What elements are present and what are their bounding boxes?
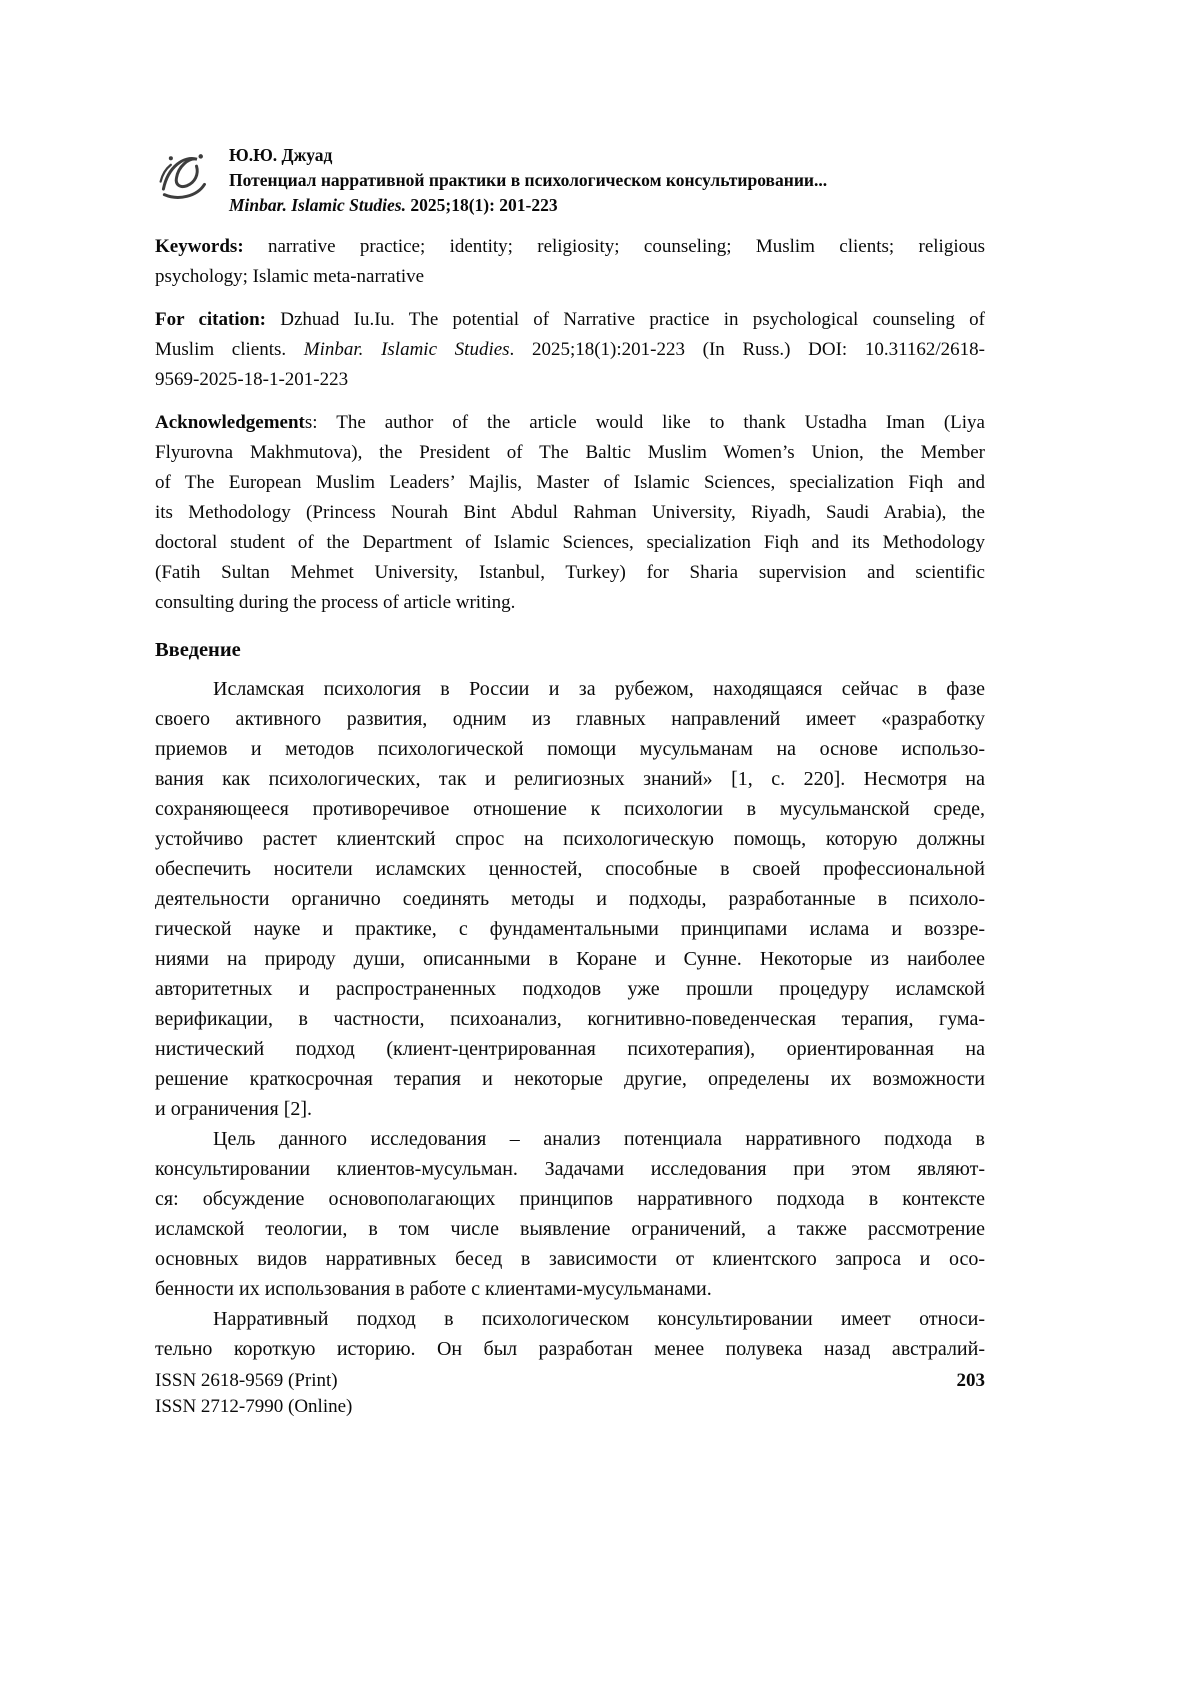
text-line bbox=[155, 408, 985, 438]
page-footer bbox=[155, 1368, 985, 1420]
text-line: Исламская психология в России и за рубежом, находящаяся сейчас в фазе bbox=[213, 678, 985, 700]
keywords-block bbox=[155, 232, 985, 292]
intro-paragraph-3 bbox=[155, 1304, 985, 1364]
text-line: бенности их использования в работе с клиентами-мусульманами. bbox=[155, 1278, 712, 1300]
keywords-label: Keywords: bbox=[155, 236, 244, 257]
text-line: сохраняющееся противоречивое отношение к психологии в мусульманской среде, bbox=[155, 798, 985, 820]
acknowledgements-lines bbox=[155, 438, 985, 618]
text-line: основных видов нарративных бесед в зависимости от клиентского запроса и осо- bbox=[155, 1248, 985, 1270]
page-number: 203 bbox=[956, 1370, 985, 1391]
text-line: Нарративный подход в психологическом консультировании имеет относи- bbox=[213, 1308, 985, 1330]
text-line: авторитетных и распространенных подходов уже прошли процедуру исламской bbox=[155, 978, 985, 1000]
for-citation-block bbox=[155, 305, 985, 395]
text-line: приемов и методов психологической помощи мусульманам на основе использо- bbox=[155, 738, 985, 760]
text-line: psychology; Islamic meta-narrative bbox=[155, 266, 425, 287]
text-line: of The European Muslim Leaders’ Majlis, Master of Islamic Sciences, specialization Fiqh and bbox=[155, 472, 985, 493]
issn-block bbox=[155, 1368, 352, 1420]
text-line: решение краткосрочная терапия и некоторые другие, определены их возможности bbox=[155, 1068, 985, 1090]
intro-paragraph-1 bbox=[155, 674, 985, 1124]
citation-text: Dzhuad Iu.Iu. The potential of Narrative practice in psychological counseling of bbox=[280, 309, 985, 330]
acknowledgements-text: The author of the article would like to thank Ustadha Iman (Liya bbox=[336, 412, 985, 433]
text-line: (Fatih Sultan Mehmet University, Istanbul, Turkey) for Sharia supervision and scientific bbox=[155, 562, 985, 583]
text-line: вания как психологических, так и религиозных знаний» [1, с. 220]. Несмотря на bbox=[155, 768, 985, 790]
text-line: Цель данного исследования – анализ потенциала нарративного подхода в bbox=[213, 1128, 985, 1150]
text-line: консультировании клиентов-мусульман. Задачами исследования при этом являют- bbox=[155, 1158, 985, 1180]
text-line bbox=[155, 305, 985, 335]
text-line: тельно короткую историю. Он был разработан менее полувека назад австралий- bbox=[155, 1338, 985, 1360]
for-citation-label: For citation: bbox=[155, 309, 267, 330]
header-issue: 2025;18(1): 201-223 bbox=[410, 195, 558, 215]
text-line: верификации, в частности, психоанализ, когнитивно-поведенческая терапия, гума- bbox=[155, 1008, 985, 1030]
text-line: Flyurovna Makhmutova), the President of The Baltic Muslim Women’s Union, the Member bbox=[155, 442, 985, 463]
text-line: нистический подход (клиент-центрированная психотерапия), ориентированная на bbox=[155, 1038, 985, 1060]
text-line: своего активного развития, одним из главных направлений имеет «разработку bbox=[155, 708, 985, 730]
section-heading-introduction: Введение bbox=[155, 639, 241, 661]
minbar-arabic-calligraphy-logo-icon bbox=[155, 145, 211, 207]
text-line bbox=[155, 335, 985, 365]
keywords-text: narrative practice; identity; religiosity; counseling; Muslim clients; religious bbox=[268, 236, 986, 257]
page-content bbox=[155, 143, 985, 1364]
citation-doi-text: . 2025;18(1):201-223 (In Russ.) DOI: 10.31162/2618- bbox=[509, 339, 985, 360]
text-line: ниями на природу души, описанными в Коране и Сунне. Некоторые из наиболее bbox=[155, 948, 985, 970]
text-line: исламской теологии, в том числе выявление ограничений, а также рассмотрение bbox=[155, 1218, 985, 1240]
issn-print: ISSN 2618-9569 (Print) bbox=[155, 1370, 338, 1391]
header-journal-name: Minbar. Islamic Studies. bbox=[229, 195, 406, 215]
text-line: 9569-2025-18-1-201-223 bbox=[155, 369, 349, 390]
text-line: its Methodology (Princess Nourah Bint Abdul Rahman University, Riyadh, Saudi Arabia), the bbox=[155, 502, 985, 523]
text-line: гической науке и практике, с фундаментальными принципами ислама и воззре- bbox=[155, 918, 985, 940]
running-header bbox=[155, 143, 985, 218]
text-line: и ограничения [2]. bbox=[155, 1098, 313, 1120]
citation-journal-italic: Minbar. Islamic Studies bbox=[303, 339, 510, 360]
text-line: doctoral student of the Department of Islamic Sciences, specialization Fiqh and its Methodology bbox=[155, 532, 985, 553]
header-author: Ю.Ю. Джуад bbox=[229, 145, 333, 165]
text-line: ся: обсуждение основополагающих принципов нарративного подхода в контексте bbox=[155, 1188, 985, 1210]
header-article-title: Потенциал нарративной практики в психологическом консультировании... bbox=[229, 170, 828, 190]
acknowledgements-block bbox=[155, 408, 985, 618]
text-line: деятельности органично соединять методы и подходы, разработанные в психоло- bbox=[155, 888, 985, 910]
text-line: устойчиво растет клиентский спрос на психологическую помощь, которую должны bbox=[155, 828, 985, 850]
text-line: consulting during the process of article writing. bbox=[155, 592, 516, 613]
issn-online: ISSN 2712-7990 (Online) bbox=[155, 1396, 353, 1417]
text-line bbox=[155, 232, 985, 262]
intro-paragraph-2 bbox=[155, 1124, 985, 1304]
running-header-text bbox=[229, 143, 827, 218]
acknowledgements-label-suffix: s: bbox=[304, 412, 318, 433]
citation-text: Muslim clients. bbox=[155, 339, 287, 360]
text-line: обеспечить носители исламских ценностей, способные в своей профессиональной bbox=[155, 858, 985, 880]
acknowledgements-label: Acknowledgement bbox=[155, 412, 305, 433]
header-journal-ref bbox=[229, 193, 827, 218]
